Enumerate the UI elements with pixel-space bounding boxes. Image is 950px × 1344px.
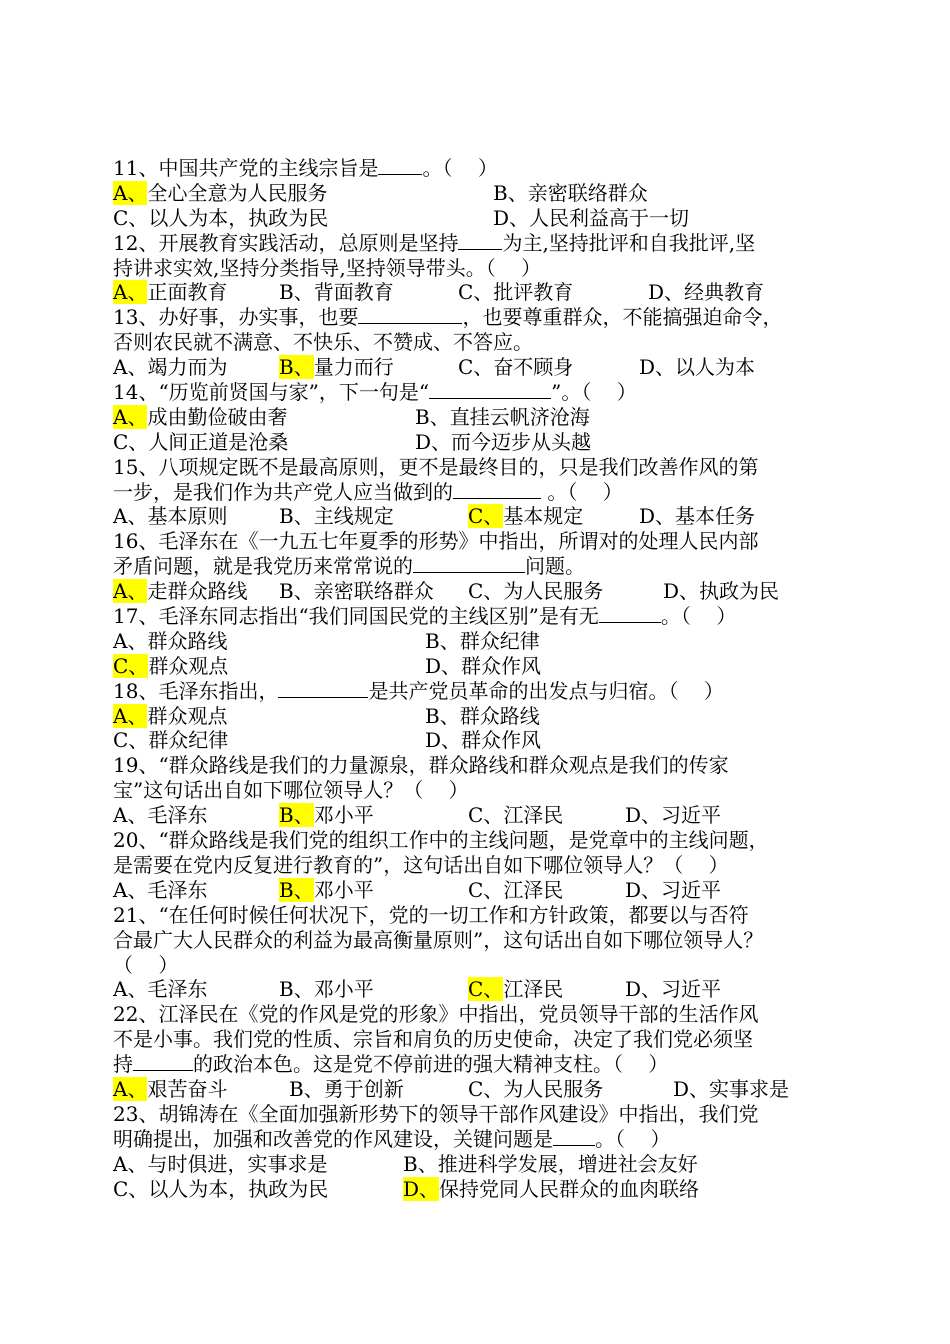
text-segment: 16、毛泽东在《一九五七年夏季的形势》中指出，所谓对的处理人民内部 <box>113 529 759 554</box>
option-letter: C、 <box>468 977 504 1002</box>
option-text: 江泽民 <box>503 977 564 1002</box>
options-row <box>113 654 863 679</box>
option-letter: A、 <box>113 355 148 380</box>
option-text: 以人为本，执政为民 <box>148 205 329 230</box>
text-segment: 持讲求实效,坚持分类指导,坚持领导带头。（ ） <box>113 255 542 280</box>
option-letter: C、 <box>468 877 504 902</box>
question-text-line <box>113 256 863 281</box>
option-letter: D、 <box>493 205 530 230</box>
answer-option <box>468 803 563 828</box>
option-text: 与时俱进，实事求是 <box>147 1151 328 1176</box>
option-text: 毛泽东 <box>147 877 208 902</box>
fill-in-blank <box>429 380 551 399</box>
answer-option <box>279 878 374 903</box>
answer-option <box>113 803 207 828</box>
answer-option <box>468 579 603 604</box>
options-row <box>113 430 863 455</box>
option-letter: B、 <box>279 355 314 380</box>
option-text: 量力而行 <box>313 355 394 380</box>
option-text: 群众观点 <box>147 703 228 728</box>
option-letter: C、 <box>113 653 149 678</box>
options-row <box>113 803 863 828</box>
option-letter: A、 <box>113 504 148 529</box>
question-text-line <box>113 1127 863 1152</box>
question-text-line <box>113 853 863 878</box>
option-text: 实事求是 <box>709 1076 790 1101</box>
question-text-line <box>113 928 863 953</box>
answer-option <box>289 1077 404 1102</box>
answer-option <box>113 355 227 380</box>
option-letter: B、 <box>279 803 314 828</box>
answer-option <box>625 878 721 903</box>
text-segment: 18、毛泽东指出， <box>113 678 279 703</box>
option-letter: D、 <box>639 504 676 529</box>
option-text: 保持党同人民群众的血肉联络 <box>439 1176 700 1201</box>
fill-in-blank <box>599 604 661 623</box>
option-letter: B、 <box>415 404 450 429</box>
options-row <box>113 206 863 231</box>
answer-option <box>468 878 563 903</box>
option-letter: D、 <box>648 280 685 305</box>
question-text-line <box>113 305 863 330</box>
option-text: 邓小平 <box>313 877 374 902</box>
answer-option <box>113 654 228 679</box>
option-letter: B、 <box>279 977 314 1002</box>
option-text: 邓小平 <box>313 977 374 1002</box>
question-text-line <box>113 604 863 629</box>
text-segment: ”。（ ） <box>551 380 637 405</box>
question-text-line <box>113 480 863 505</box>
text-segment: 13、办好事，办实事，也要 <box>113 305 359 330</box>
fill-in-blank <box>378 156 422 175</box>
option-letter: C、 <box>468 1076 504 1101</box>
option-letter: A、 <box>113 877 148 902</box>
option-text: 经典教育 <box>684 280 765 305</box>
option-letter: D、 <box>673 1076 710 1101</box>
fill-in-blank <box>413 554 525 573</box>
text-segment: 宝”这句话出自如下哪位领导人？（ ） <box>113 778 469 803</box>
options-row <box>113 1177 863 1202</box>
text-segment: 问题。 <box>525 554 585 579</box>
option-text: 习近平 <box>661 803 722 828</box>
option-text: 群众作风 <box>461 728 542 753</box>
text-segment: 15、八项规定既不是最高原则，更不是最终目的，只是我们改善作风的第 <box>113 454 759 479</box>
option-letter: A、 <box>113 1076 148 1101</box>
option-text: 勇于创新 <box>323 1076 404 1101</box>
text-segment: 。（ ） <box>541 479 623 504</box>
option-text: 执政为民 <box>699 579 780 604</box>
option-letter: D、 <box>625 977 662 1002</box>
answer-option <box>458 280 573 305</box>
option-text: 亲密联络群众 <box>527 180 648 205</box>
answer-option <box>425 629 540 654</box>
option-letter: C、 <box>468 504 504 529</box>
fill-in-blank <box>553 1127 595 1146</box>
text-segment: 14、“历览前贤国与家”，下一句是“ <box>113 380 430 405</box>
question-text-line <box>113 1002 863 1027</box>
option-letter: D、 <box>425 728 462 753</box>
fill-in-blank <box>458 231 502 250</box>
option-letter: C、 <box>113 1176 149 1201</box>
text-segment: 为主,坚持批评和自我批评,坚 <box>502 230 756 255</box>
answer-option <box>279 504 394 529</box>
question-text-line <box>113 828 863 853</box>
option-letter: A、 <box>113 628 148 653</box>
option-letter: B、 <box>279 504 314 529</box>
question-text-line <box>113 380 863 405</box>
text-segment: 20、“群众路线是我们党的组织工作中的主线问题，是党章中的主线问题， <box>113 828 769 853</box>
answer-option <box>113 181 327 206</box>
answer-option <box>415 405 590 430</box>
answer-option <box>493 181 648 206</box>
answer-option <box>468 1077 603 1102</box>
answer-option <box>113 1177 328 1202</box>
option-text: 群众路线 <box>147 628 228 653</box>
answer-option <box>648 280 764 305</box>
option-letter: D、 <box>625 877 662 902</box>
option-letter: A、 <box>113 280 148 305</box>
question-text-line <box>113 330 863 355</box>
option-text: 竭力而为 <box>147 355 228 380</box>
text-segment: 21、“在任何时候任何状况下，党的一切工作和方针政策，都要以与否符 <box>113 902 749 927</box>
answer-option <box>425 728 541 753</box>
option-letter: D、 <box>415 429 452 454</box>
option-text: 江泽民 <box>503 877 564 902</box>
options-row <box>113 878 863 903</box>
option-letter: C、 <box>458 280 494 305</box>
answer-option <box>425 654 541 679</box>
option-text: 邓小平 <box>313 803 374 828</box>
question-text-line <box>113 1027 863 1052</box>
question-text-line <box>113 903 863 928</box>
options-row <box>113 355 863 380</box>
answer-option <box>279 803 374 828</box>
option-letter: D、 <box>639 355 676 380</box>
option-text: 正面教育 <box>147 280 228 305</box>
question-text-line <box>113 679 863 704</box>
option-text: 群众纪律 <box>148 728 229 753</box>
answer-option <box>113 629 227 654</box>
option-text: 全心全意为人民服务 <box>147 180 328 205</box>
option-letter: B、 <box>493 180 528 205</box>
option-text: 奋不顾身 <box>493 355 574 380</box>
option-letter: B、 <box>403 1151 438 1176</box>
answer-option <box>673 1077 789 1102</box>
question-text-line <box>113 953 863 978</box>
answer-option <box>458 355 573 380</box>
option-letter: A、 <box>113 803 148 828</box>
fill-in-blank <box>453 480 541 499</box>
question-text-line <box>113 529 863 554</box>
option-text: 直挂云帆济沧海 <box>449 404 590 429</box>
option-text: 群众路线 <box>459 703 540 728</box>
text-segment: ，也要尊重群众，不能搞强迫命令， <box>462 305 783 330</box>
options-row <box>113 405 863 430</box>
options-row <box>113 704 863 729</box>
answer-option <box>625 803 721 828</box>
answer-option <box>113 1152 327 1177</box>
option-letter: D、 <box>425 653 462 678</box>
answer-option <box>468 977 563 1002</box>
option-letter: B、 <box>279 579 314 604</box>
text-segment: 。（ ） <box>660 604 737 629</box>
text-segment: 是共产党员革命的出发点与归宿。（ ） <box>368 678 724 703</box>
option-letter: B、 <box>279 877 314 902</box>
question-text-line <box>113 778 863 803</box>
answer-option <box>279 280 394 305</box>
option-letter: A、 <box>113 977 148 1002</box>
text-segment: 12、开展教育实践活动，总原则是坚持 <box>113 230 459 255</box>
text-segment: 11、中国共产党的主线宗旨是 <box>113 156 379 180</box>
answer-option <box>425 704 540 729</box>
text-segment: 的政治本色。这是党不停前进的强大精神支柱。（ ） <box>193 1052 669 1077</box>
answer-option <box>625 977 721 1002</box>
option-text: 人间正道是沧桑 <box>148 429 289 454</box>
options-row <box>113 181 863 206</box>
answer-option <box>279 977 374 1002</box>
text-segment: 合最广大人民群众的利益为最高衡量原则”，这句话出自如下哪位领导人？ <box>113 927 764 952</box>
answer-option <box>279 355 394 380</box>
option-letter: A、 <box>113 579 148 604</box>
option-text: 成由勤俭破由奢 <box>147 404 288 429</box>
option-text: 为人民服务 <box>503 579 604 604</box>
option-letter: A、 <box>113 703 148 728</box>
answer-option <box>113 430 288 455</box>
option-letter: D、 <box>625 803 662 828</box>
answer-option <box>639 504 755 529</box>
question-text-line <box>113 753 863 778</box>
text-segment: 22、江泽民在《党的作风是党的形象》中指出，党员领导干部的生活作风 <box>113 1002 759 1027</box>
option-text: 基本任务 <box>675 504 756 529</box>
document-body <box>113 156 863 1201</box>
option-letter: C、 <box>458 355 494 380</box>
option-text: 江泽民 <box>503 803 564 828</box>
answer-option <box>113 704 227 729</box>
question-text-line <box>113 455 863 480</box>
text-segment: 19、“群众路线是我们的力量源泉，群众路线和群众观点是我们的传家 <box>113 753 729 778</box>
question-text-line <box>113 554 863 579</box>
options-row <box>113 579 863 604</box>
question-text-line <box>113 1102 863 1127</box>
option-text: 毛泽东 <box>147 803 208 828</box>
answer-option <box>493 206 689 231</box>
fill-in-blank <box>278 679 368 698</box>
answer-option <box>113 579 247 604</box>
answer-option <box>113 977 207 1002</box>
answer-option <box>113 405 287 430</box>
question-text-line <box>113 156 863 181</box>
option-text: 人民利益高于一切 <box>529 205 690 230</box>
answer-option <box>113 878 207 903</box>
option-letter: B、 <box>289 1076 324 1101</box>
options-row <box>113 280 863 305</box>
text-segment: 明确提出，加强和改善党的作风建设，关键问题是 <box>113 1126 553 1151</box>
option-text: 而今迈步从头越 <box>451 429 592 454</box>
option-letter: C、 <box>468 803 504 828</box>
option-text: 背面教育 <box>313 280 394 305</box>
options-row <box>113 1152 863 1177</box>
option-letter: C、 <box>113 205 149 230</box>
answer-option <box>403 1177 699 1202</box>
option-text: 主线规定 <box>313 504 394 529</box>
answer-option <box>639 355 755 380</box>
answer-option <box>113 206 328 231</box>
options-row <box>113 977 863 1002</box>
option-letter: C、 <box>468 579 504 604</box>
option-letter: A、 <box>113 180 148 205</box>
answer-option <box>403 1152 698 1177</box>
option-text: 习近平 <box>661 877 722 902</box>
question-text-line <box>113 231 863 256</box>
answer-option <box>663 579 779 604</box>
option-text: 毛泽东 <box>147 977 208 1002</box>
option-text: 亲密联络群众 <box>313 579 434 604</box>
answer-option <box>113 504 227 529</box>
fill-in-blank <box>358 305 462 324</box>
answer-option <box>113 728 228 753</box>
text-segment: 23、胡锦涛在《全面加强新形势下的领导干部作风建设》中指出，我们党 <box>113 1101 759 1126</box>
options-row <box>113 504 863 529</box>
option-letter: D、 <box>663 579 700 604</box>
option-text: 以人为本，执政为民 <box>148 1176 329 1201</box>
option-letter: D、 <box>403 1176 440 1201</box>
option-letter: B、 <box>425 703 460 728</box>
answer-option <box>468 504 583 529</box>
text-segment: 17、毛泽东同志指出“我们同国民党的主线区别”是有无 <box>113 604 599 629</box>
text-segment: （ ） <box>113 952 179 977</box>
answer-option <box>415 430 591 455</box>
option-letter: C、 <box>113 429 149 454</box>
option-letter: B、 <box>279 280 314 305</box>
option-text: 基本规定 <box>503 504 584 529</box>
options-row <box>113 629 863 654</box>
answer-option <box>113 1077 227 1102</box>
option-letter: A、 <box>113 1151 148 1176</box>
option-letter: A、 <box>113 404 148 429</box>
options-row <box>113 728 863 753</box>
option-letter: C、 <box>113 728 149 753</box>
option-letter: B、 <box>425 628 460 653</box>
text-segment: 不是小事。我们党的性质、宗旨和肩负的历史使命，决定了我们党必须坚 <box>113 1027 753 1052</box>
text-segment: 是需要在党内反复进行教育的”，这句话出自如下哪位领导人？（ ） <box>113 852 729 877</box>
option-text: 群众作风 <box>461 653 542 678</box>
text-segment: 。（ ） <box>595 1126 671 1151</box>
option-text: 批评教育 <box>493 280 574 305</box>
option-text: 为人民服务 <box>503 1076 604 1101</box>
question-text-line <box>113 1052 863 1077</box>
text-segment: 持 <box>113 1052 133 1077</box>
text-segment: 否则农民就不满意、不快乐、不赞成、不答应。 <box>113 330 533 355</box>
answer-option <box>279 579 434 604</box>
fill-in-blank <box>133 1052 193 1071</box>
option-text: 习近平 <box>661 977 722 1002</box>
text-segment: 一步，是我们作为共产党人应当做到的 <box>113 479 453 504</box>
text-segment: 矛盾问题，就是我党历来常常说的 <box>113 554 413 579</box>
option-text: 以人为本 <box>675 355 756 380</box>
option-text: 基本原则 <box>147 504 228 529</box>
options-row <box>113 1077 863 1102</box>
option-text: 走群众路线 <box>147 579 248 604</box>
option-text: 群众纪律 <box>459 628 540 653</box>
option-text: 艰苦奋斗 <box>147 1076 228 1101</box>
option-text: 推进科学发展，增进社会友好 <box>437 1151 698 1176</box>
text-segment: 。（ ） <box>422 156 498 180</box>
option-text: 群众观点 <box>148 653 229 678</box>
answer-option <box>113 280 227 305</box>
